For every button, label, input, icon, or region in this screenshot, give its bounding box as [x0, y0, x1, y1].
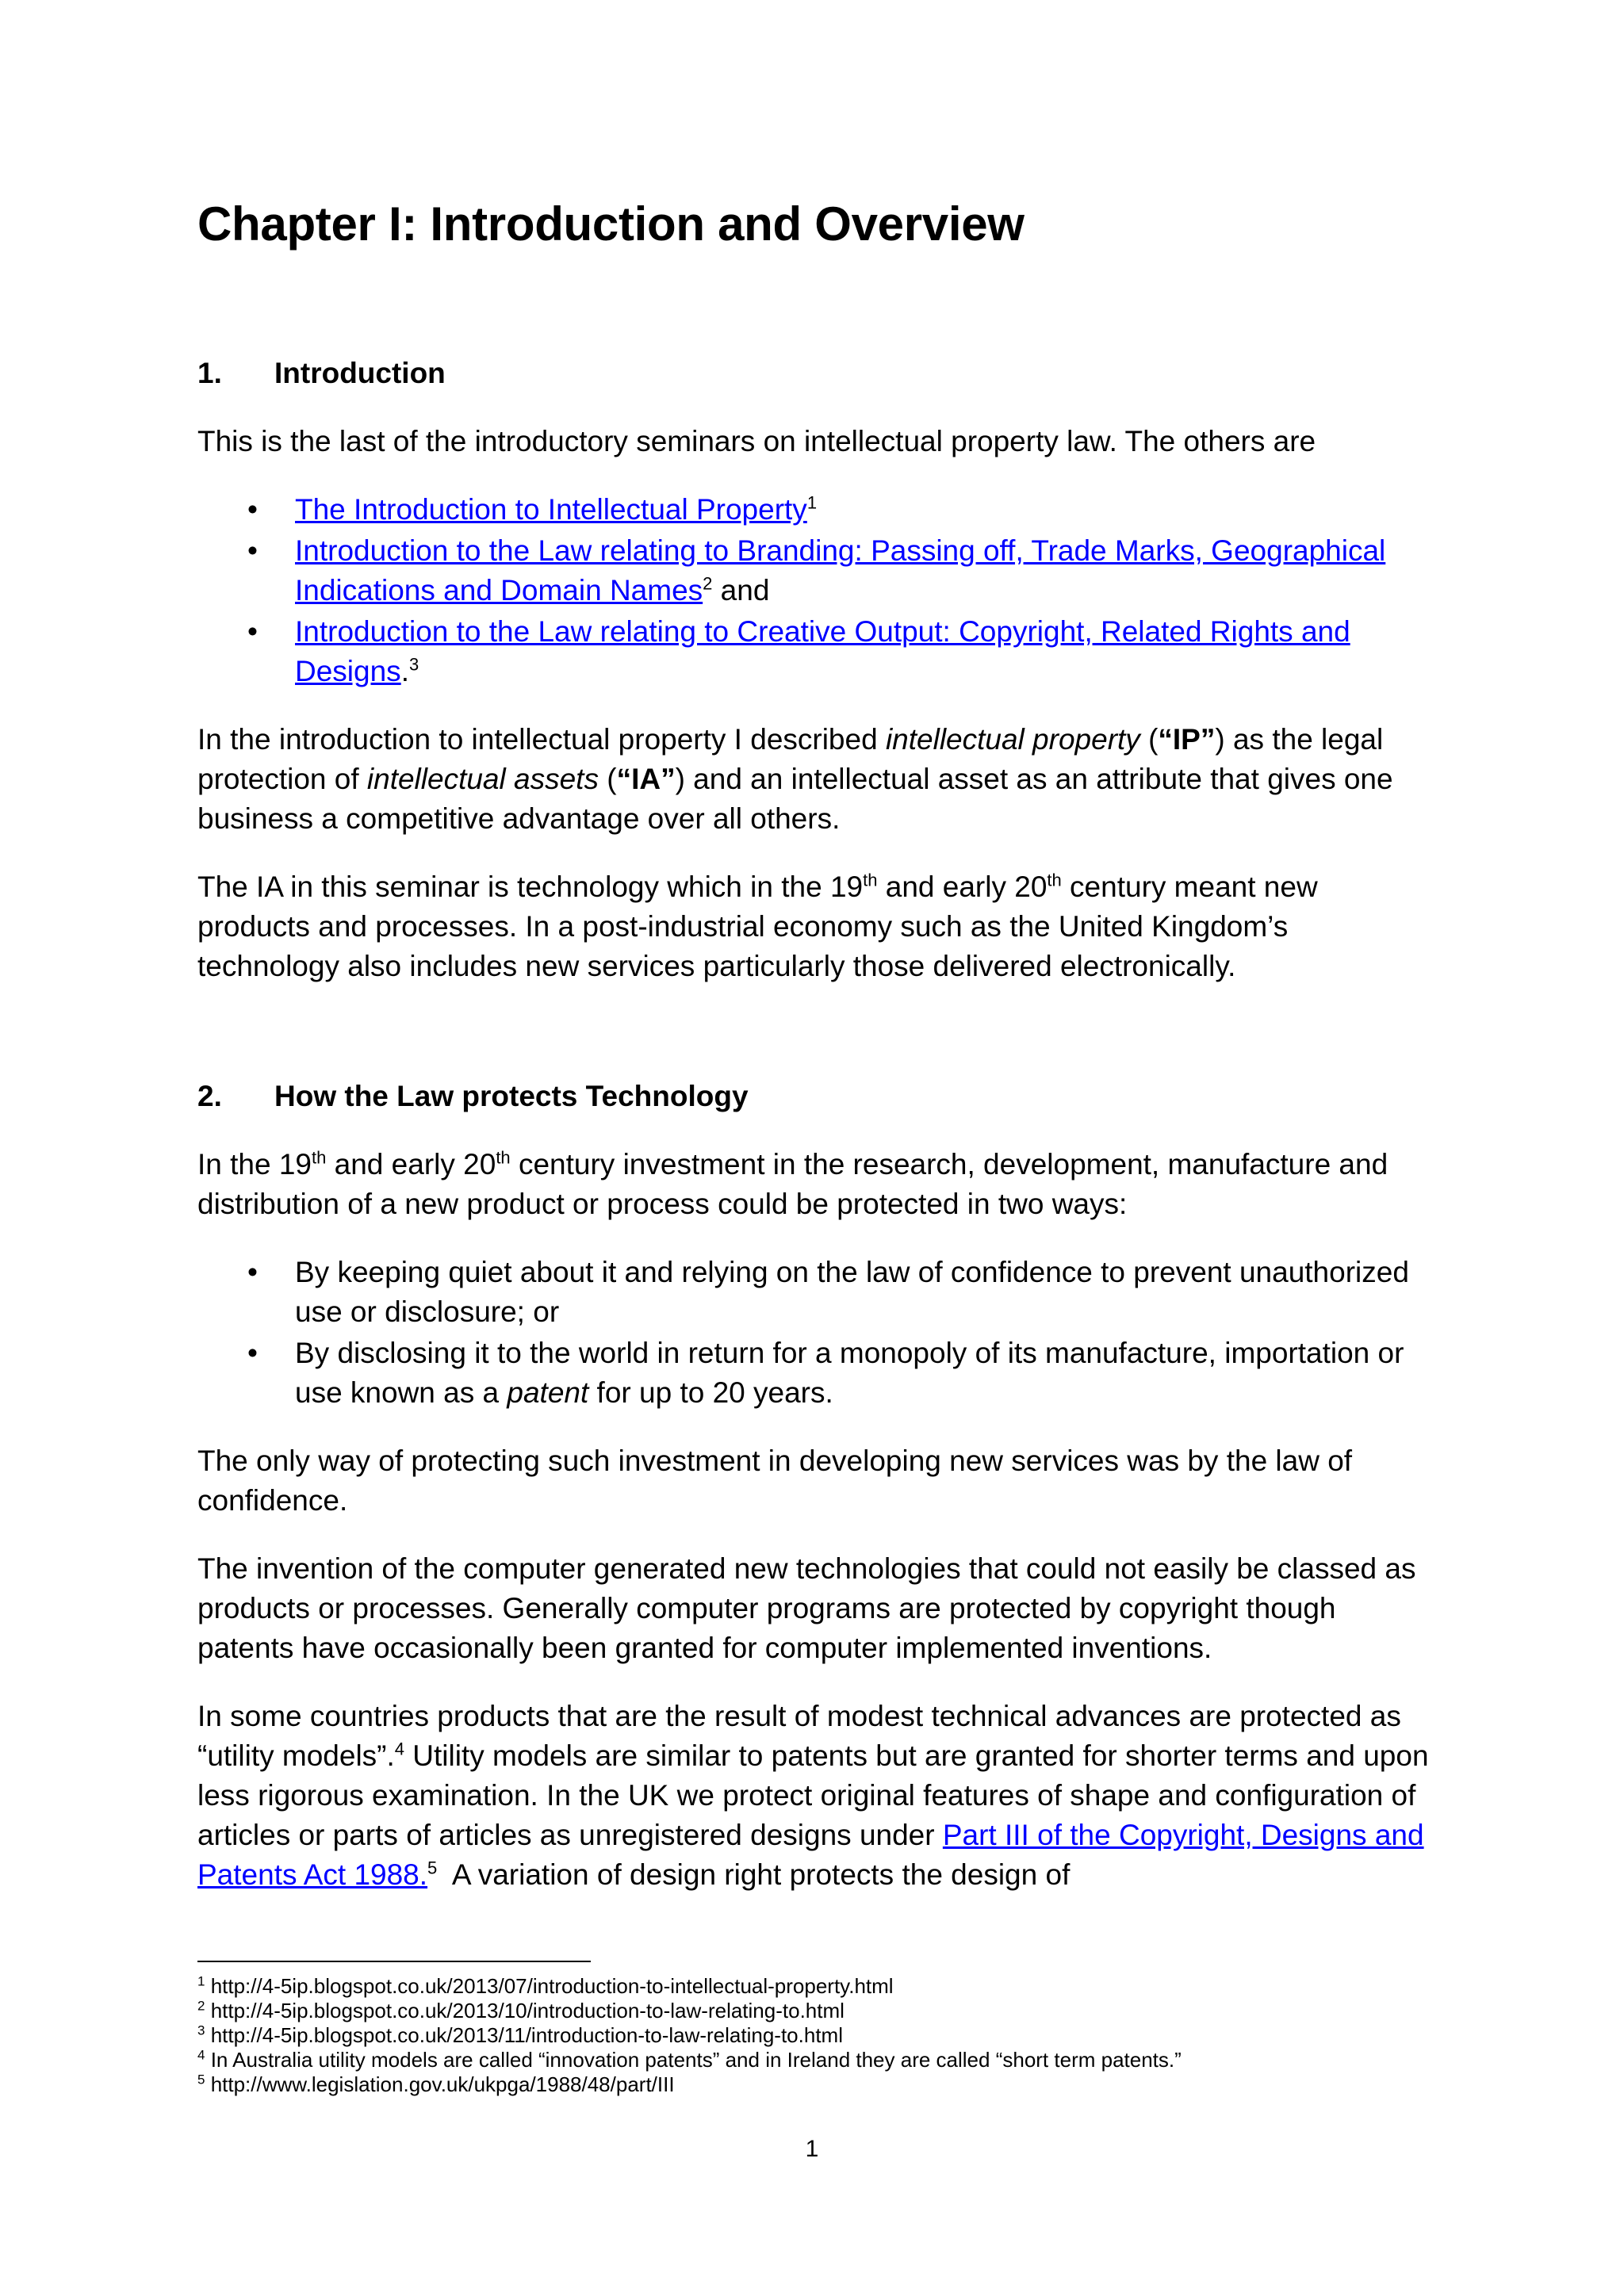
bullet-icon: • [247, 615, 258, 648]
abbr-ia: “IA” [616, 763, 676, 795]
list-item: • By keeping quiet about it and relying on the law of confidence to prevent unauthorized use or disclosure; or [197, 1253, 1434, 1332]
footnotes [197, 1974, 1466, 2097]
footnote-ref-3[interactable]: 3 [408, 654, 419, 675]
footnote-5: $^5$ http://www.legislation.gov.uk/ukpga/1988/48/part/III [197, 2072, 675, 2096]
section-2-paragraph-3: The invention of the computer generated new technologies that could not easily be classed as products or processes. Generally computer programs are protected by copyright though patents have occasionally been granted for computer implemented inventions. [197, 1552, 1416, 1664]
section-1-heading [197, 354, 1434, 393]
list-item [197, 490, 1434, 530]
list-item: • Introduction to the Law relating to Creative Output: Copyright, Related Rights and Designs.$^3$ [197, 612, 1434, 691]
section-2-heading [197, 1077, 1434, 1116]
section-1-paragraph-2: In the introduction to intellectual property I described intellectual property (“IP”) as the legal protection of intellectual assets (“IA”) and an intellectual asset as an attribute that gives one business a competitive advantage over all others. [197, 723, 1393, 835]
footnote-3: $^3$ http://4-5ip.blogspot.co.uk/2013/11/introduction-to-law-relating-to.html [197, 2022, 843, 2047]
bullet-icon: • [247, 493, 258, 526]
section-2-title: How the Law protects Technology [274, 1080, 749, 1112]
bullet-icon: • [247, 1337, 258, 1369]
page-number: 1 [805, 2136, 819, 2162]
page-content [197, 190, 1434, 1895]
section-2-paragraph-4: In some countries products that are the result of modest technical advances are protected as “utility models”.$^4$ Utility models are similar to patents but are granted for shorter terms and upon less rigorous examination. In the UK we protect original features of shape and configuration of articles or parts of articles as unregistered designs under Part III of the Copyright, Designs and Patents Act 1988.$^5$ A variation of design right protects the design of [197, 1700, 1429, 1891]
footnote-1: $^1$ http://4-5ip.blogspot.co.uk/2013/07/introduction-to-intellectual-property.html [197, 1973, 894, 1998]
section-2-paragraph-1: In the 19th and early 20th century investment in the research, development, manufacture and distribution of a new product or process could be protected in two ways: [197, 1147, 1388, 1220]
footnote-ref-1[interactable]: 1 [806, 492, 818, 513]
section-2-number: 2. [197, 1080, 222, 1112]
footnote-divider [197, 1961, 591, 1962]
footnote-ref-2[interactable]: 2 [703, 573, 713, 594]
bullet-icon: • [247, 534, 258, 567]
list-item: • Introduction to the Law relating to Branding: Passing off, Trade Marks, Geographical Indications and Domain Names$^2$ and [197, 531, 1434, 610]
footnote-ref-4[interactable]: 4 [394, 1739, 405, 1759]
list-item: • By disclosing it to the world in return for a monopoly of its manufacture, importation or use known as a patent for up to 20 years. [197, 1334, 1434, 1413]
link-intro-creative-output[interactable]: Introduction to the Law relating to Creative Output: Copyright, Related Rights and Designs [295, 615, 1350, 687]
footnote-4: $^4$ In Australia utility models are called “innovation patents” and in Ireland they are called “short term patents.” [197, 2047, 1182, 2072]
term-patent: patent [507, 1376, 589, 1409]
footnote-ref-5[interactable]: 5 [427, 1858, 438, 1878]
bullet-icon: • [247, 1256, 258, 1288]
term-intellectual-assets: intellectual assets [366, 763, 599, 795]
link-intro-branding[interactable]: Introduction to the Law relating to Branding: Passing off, Trade Marks, Geographical Indications and Domain Names [295, 534, 1386, 607]
section-1-title: Introduction [274, 357, 446, 389]
footnote-2: $^2$ http://4-5ip.blogspot.co.uk/2013/10/introduction-to-law-relating-to.html [197, 1998, 845, 2022]
link-intro-ip[interactable]: The Introduction to Intellectual Property [295, 493, 807, 526]
section-2-paragraph-2: The only way of protecting such investment in developing new services was by the law of confidence. [197, 1445, 1353, 1517]
protection-methods-list [197, 1253, 1434, 1413]
seminar-links-list [197, 490, 1434, 691]
link-cdpa-part-iii[interactable]: Part III of the Copyright, Designs and Patents Act 1988. [197, 1819, 1424, 1891]
term-intellectual-property: intellectual property [885, 723, 1140, 756]
section-1-number: 1. [197, 357, 222, 389]
abbr-ip: “IP” [1158, 723, 1216, 756]
chapter-title: Chapter I: Introduction and Overview [197, 197, 1025, 251]
section-1-intro: This is the last of the introductory seminars on intellectual property law. The others are [197, 425, 1316, 457]
section-1-paragraph-3: The IA in this seminar is technology which in the 19th and early 20th century meant new products and processes. In a post-industrial economy such as the United Kingdom’s technology also includes new services particularly those delivered electronically. [197, 870, 1318, 982]
